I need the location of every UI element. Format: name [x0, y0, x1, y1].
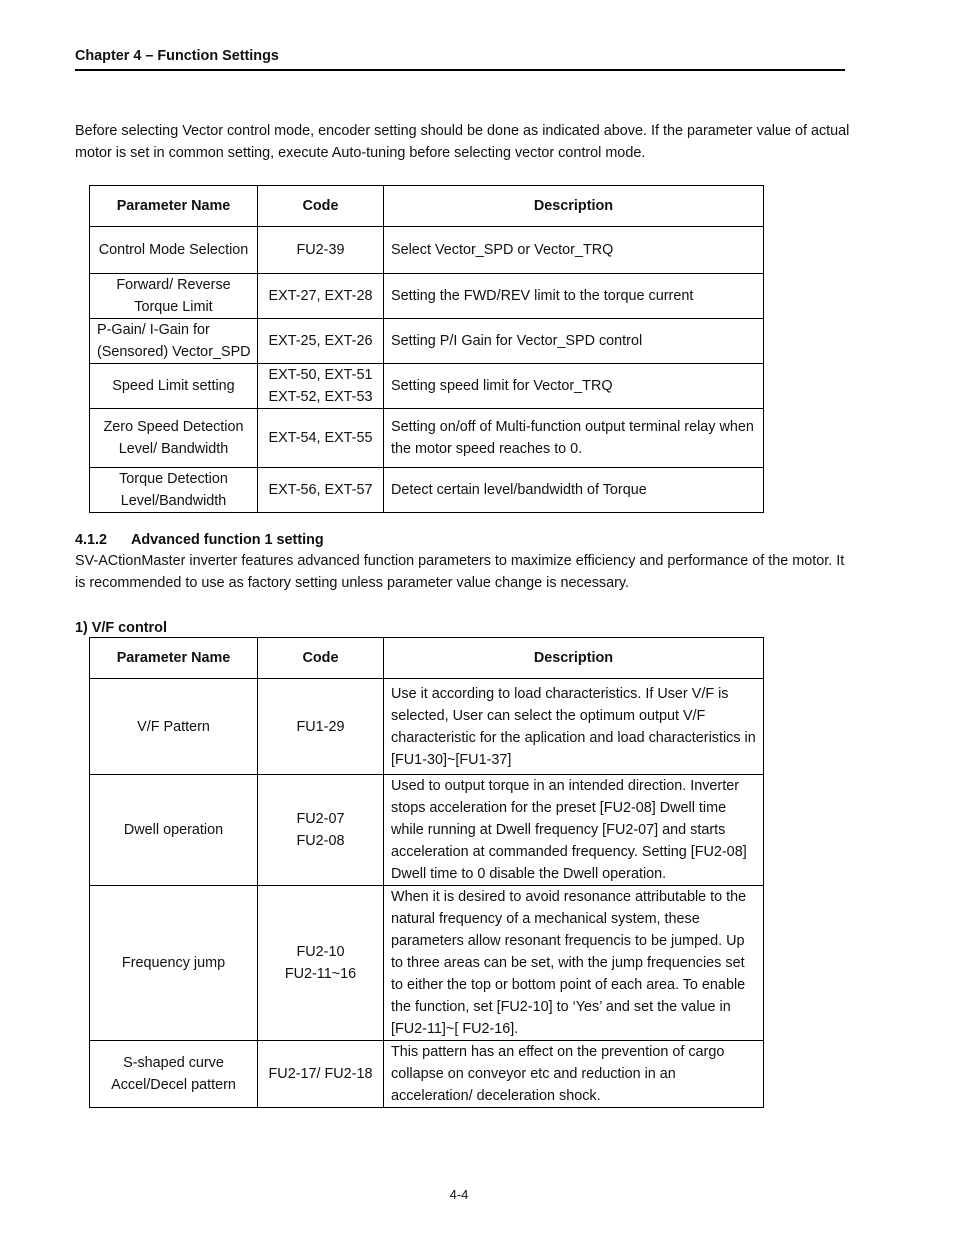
table-row: [90, 274, 764, 319]
table-row: [90, 319, 764, 364]
param-description: This pattern has an effect on the prevention of cargo collapse on conveyor etc and reduction in an acceleration/ deceleration shock.: [384, 1041, 764, 1108]
header-parameter-name: Parameter Name: [90, 638, 258, 679]
param-code: EXT-27, EXT-28: [258, 274, 384, 319]
table-row: [90, 886, 764, 1041]
section-paragraph: SV-ACtionMaster inverter features advanced function parameters to maximize efficiency and performance of the motor. It is recommended to use as factory setting unless parameter value change is necessary.: [75, 553, 845, 591]
table-row: [90, 1041, 764, 1108]
chapter-header: [75, 46, 845, 71]
table-row: [90, 679, 764, 775]
header-description: Description: [384, 186, 764, 227]
param-name: V/F Pattern: [90, 679, 258, 775]
param-description: Setting speed limit for Vector_TRQ: [384, 364, 764, 409]
param-name: P-Gain/ I-Gain for (Sensored) Vector_SPD: [90, 319, 258, 364]
param-description: Setting the FWD/REV limit to the torque current: [384, 274, 764, 319]
vector-control-parameter-table: [89, 185, 764, 513]
param-code: FU2-07 FU2-08: [258, 775, 384, 886]
param-name: Forward/ Reverse Torque Limit: [90, 274, 258, 319]
table-row: [90, 409, 764, 468]
page-number: 4-4: [449, 1187, 469, 1202]
header-code: Code: [258, 186, 384, 227]
chapter-title: Chapter 4 – Function Settings: [75, 48, 279, 64]
param-code: EXT-50, EXT-51 EXT-52, EXT-53: [258, 364, 384, 409]
header-description: Description: [384, 638, 764, 679]
vf-control-parameter-table: [89, 637, 764, 1108]
table-row: [90, 468, 764, 513]
table-header-row: [90, 638, 764, 679]
table-header-row: [90, 186, 764, 227]
section-title: Advanced function 1 setting: [131, 532, 324, 548]
param-name: Zero Speed Detection Level/ Bandwidth: [90, 409, 258, 468]
param-code: EXT-56, EXT-57: [258, 468, 384, 513]
param-code: FU2-17/ FU2-18: [258, 1041, 384, 1108]
param-code: EXT-25, EXT-26: [258, 319, 384, 364]
table-row: [90, 775, 764, 886]
param-description: Select Vector_SPD or Vector_TRQ: [384, 227, 764, 274]
param-name: Control Mode Selection: [90, 227, 258, 274]
param-code: EXT-54, EXT-55: [258, 409, 384, 468]
table-row: [90, 364, 764, 409]
param-description: Detect certain level/bandwidth of Torque: [384, 468, 764, 513]
param-name: Dwell operation: [90, 775, 258, 886]
vf-control-heading: 1) V/F control: [75, 620, 167, 636]
param-code: FU1-29: [258, 679, 384, 775]
header-parameter-name: Parameter Name: [90, 186, 258, 227]
param-name: Speed Limit setting: [90, 364, 258, 409]
param-name: S-shaped curve Accel/Decel pattern: [90, 1041, 258, 1108]
section-number: 4.1.2: [75, 532, 108, 548]
param-description: Setting P/I Gain for Vector_SPD control: [384, 319, 764, 364]
param-description: Use it according to load characteristics. If User V/F is selected, User can select the optimum output V/F characteristic for the aplication and load characteristics in [FU1-30]~[FU1-37]: [384, 679, 764, 775]
param-description: Used to output torque in an intended direction. Inverter stops acceleration for the preset [FU2-08] Dwell time while running at Dwell frequency [FU2-07] and starts acceleration at commanded frequency. Setting [FU2-08] Dwell time to 0 disable the Dwell operation.: [384, 775, 764, 886]
param-name: Frequency jump: [90, 886, 258, 1041]
param-code: FU2-39: [258, 227, 384, 274]
param-description: When it is desired to avoid resonance attributable to the natural frequency of a mechanical system, these parameters allow resonant frequencis to be jumped. Up to three areas can be set, with the jump frequencies set to either the top or bottom point of each area. To enable the function, set [FU2-10] to ‘Yes’ and set the value in [FU2-11]~[ FU2-16].: [384, 886, 764, 1041]
header-code: Code: [258, 638, 384, 679]
param-description: Setting on/off of Multi-function output terminal relay when the motor speed reaches to 0.: [384, 409, 764, 468]
intro-paragraph: Before selecting Vector control mode, encoder setting should be done as indicated above. If the parameter value of actual motor is set in common setting, execute Auto-tuning before selecting vector control mode.: [75, 123, 850, 161]
param-code: FU2-10 FU2-11~16: [258, 886, 384, 1041]
param-name: Torque Detection Level/Bandwidth: [90, 468, 258, 513]
section-heading: [75, 530, 324, 550]
table-row: [90, 227, 764, 274]
